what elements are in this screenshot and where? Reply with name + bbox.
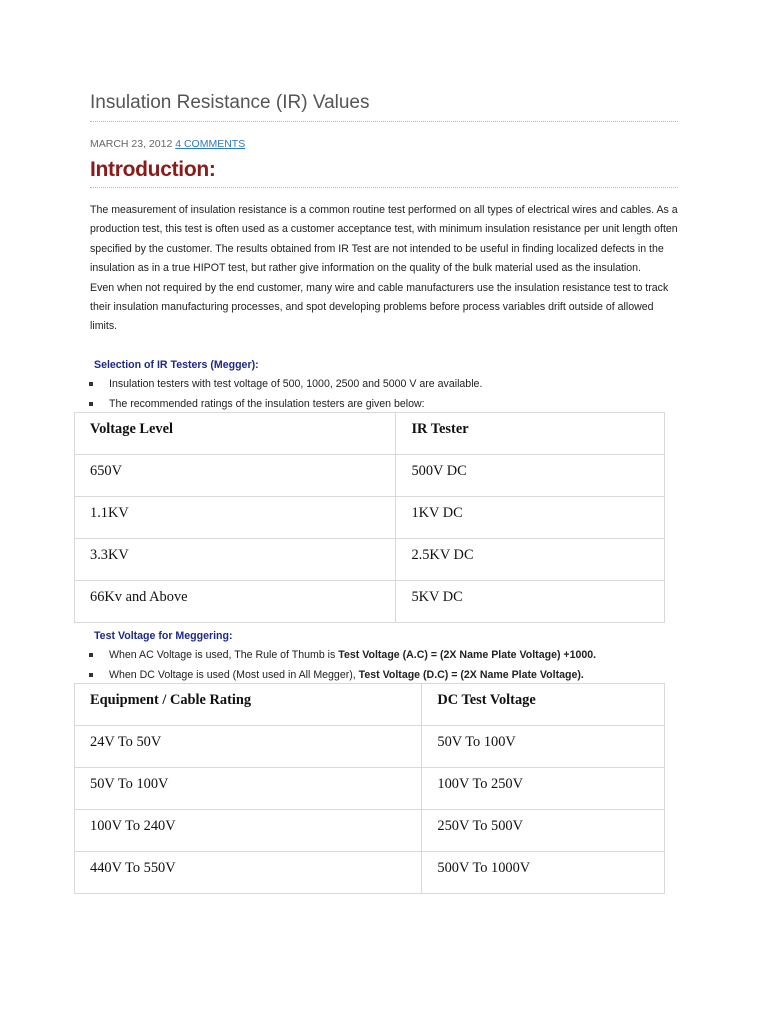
table-header-cell: Voltage Level [75, 413, 396, 455]
table-cell: 1KV DC [396, 497, 665, 539]
list-item [86, 375, 482, 395]
list-item-text: Insulation testers with test voltage of 500, 1000, 2500 and 5000 V are available. [109, 378, 483, 390]
table-cell: 250V To 500V [422, 810, 665, 852]
table-header-cell: IR Tester [396, 413, 665, 455]
selection-bullets [86, 375, 482, 414]
formula-text: Test Voltage (D.C) = (2X Name Plate Voltage). [358, 668, 584, 681]
table-header-row [75, 413, 665, 455]
table-row [75, 768, 665, 810]
table-cell: 24V To 50V [75, 726, 422, 768]
table-cell: 650V [75, 455, 396, 497]
list-item-text: When AC Voltage is used, The Rule of Thumb is [109, 649, 339, 661]
table-cell: 3.3KV [75, 539, 396, 581]
bullet-square-icon [89, 673, 93, 677]
page-title: Insulation Resistance (IR) Values [90, 92, 370, 113]
table-cell: 66Kv and Above [75, 581, 396, 623]
table-row [75, 852, 665, 894]
bullet-square-icon [89, 402, 93, 406]
post-date: MARCH 23, 2012 [90, 138, 173, 150]
intro-text [90, 201, 682, 337]
table-cell: 50V To 100V [422, 726, 665, 768]
section-heading-introduction: Introduction: [90, 158, 216, 181]
title-divider [90, 121, 678, 122]
table-row [75, 581, 665, 623]
table-cell: 1.1KV [75, 497, 396, 539]
table-cell: 500V DC [396, 455, 665, 497]
ir-tester-table [74, 412, 665, 623]
intro-paragraph: The measurement of insulation resistance is a common routine test performed on all types of electrical wires and cables. As a production test, this test is often used as a customer acceptance test, with minimum insulation resistance per unit length often specified by the customer. The results obtained from IR Test are not intended to be useful in finding localized defects in the insulation as in a true HIPOT test, but rather give information on the quality of the bulk material used as the insulation. [90, 204, 678, 275]
table-row [75, 726, 665, 768]
list-item-text: The recommended ratings of the insulation testers are given below: [109, 397, 425, 410]
table-header-row [75, 684, 665, 726]
post-meta [90, 138, 245, 150]
table-row [75, 497, 665, 539]
list-item [86, 646, 596, 666]
table-header-cell: DC Test Voltage [422, 684, 665, 726]
table-row [75, 539, 665, 581]
table-cell: 2.5KV DC [396, 539, 665, 581]
test-voltage-bullets [86, 646, 596, 685]
table-cell: 440V To 550V [75, 852, 422, 894]
bullet-square-icon [89, 382, 93, 386]
intro-paragraph: Even when not required by the end customer, many wire and cable manufacturers use the insulation resistance test to track their insulation manufacturing processes, and spot developing problems before process variables drift outside of allowed limits. [90, 281, 669, 333]
bullet-square-icon [89, 653, 93, 657]
dc-test-voltage-table [74, 683, 665, 894]
table-cell: 5KV DC [396, 581, 665, 623]
subheading-test-voltage: Test Voltage for Meggering: [94, 630, 233, 642]
table-cell: 500V To 1000V [422, 852, 665, 894]
table-cell: 100V To 250V [422, 768, 665, 810]
subheading-selection: Selection of IR Testers (Megger): [94, 359, 259, 371]
table-header-cell: Equipment / Cable Rating [75, 684, 422, 726]
comments-link[interactable]: 4 COMMENTS [175, 138, 246, 150]
table-cell: 50V To 100V [75, 768, 422, 810]
table-row [75, 810, 665, 852]
heading-divider [90, 187, 678, 188]
table-cell: 100V To 240V [75, 810, 422, 852]
list-item-text: When DC Voltage is used (Most used in All Megger), [109, 668, 359, 681]
table-row [75, 455, 665, 497]
formula-text: Test Voltage (A.C) = (2X Name Plate Voltage) +1000. [338, 649, 597, 661]
